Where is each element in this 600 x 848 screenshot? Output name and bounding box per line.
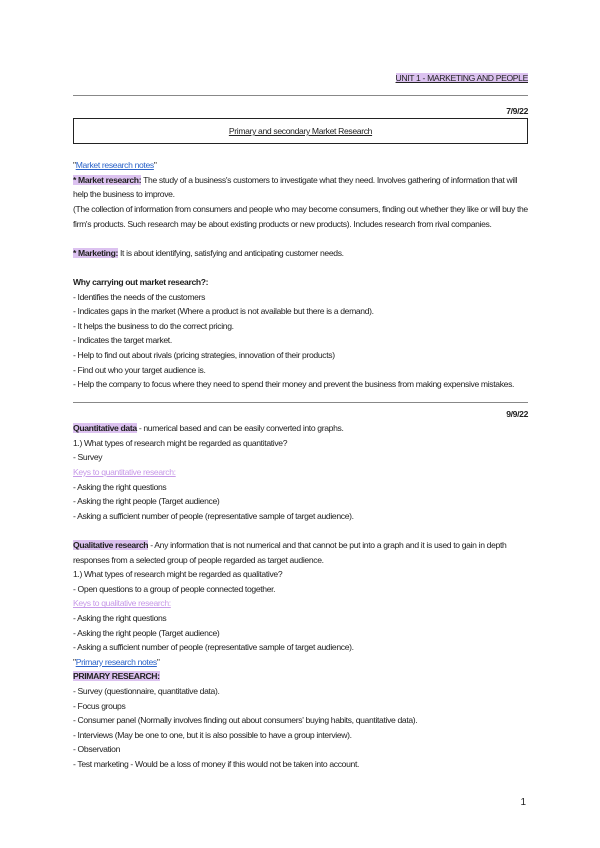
title-box <box>73 118 528 144</box>
page-title: Primary and secondary Market Research <box>228 126 373 137</box>
term-quantitative: Quantitative data <box>73 423 137 434</box>
list-item: - Asking a sufficient number of people (representative sample of target audience). <box>73 642 354 653</box>
page-number: 1 <box>520 797 526 808</box>
primary-research-notes-link[interactable]: Primary research notes <box>75 656 157 667</box>
document-page: UNIT 1 - MARKETING AND PEOPLE 7/9/22 Primary and secondary Market Research "Market research notes" * Market research: The study of a business's customers to investigate what they need. Involves gathering of information that will help the business to improve. (The collection of information from consumers and people who may become consumers, finding out whether they like or will buy the firm's products. Such research may be about existing products or new products). Includes research from rival companies. * Marketing: It is about identifying, satisfying and anticipating customer needs. Why carrying out market research?: - Identifies the needs of the customers - Indicates gaps in the market (Where a product is not available but there is a demand). - It helps the business to do the correct pricing. - Indicates the target market. - Help to find out about rivals (pricing strategies, innovation of their products) - Find out who your target audience is. - Help the company to focus where they need to spend their money and prevent the business from making expensive mistakes. 9/9/22 Quantitative data - numerical based and can be easily converted into graphs. 1.) What types of research might be regarded as quantitative? - Survey Keys to quantitative research: - Asking the right questions - Asking the right people (Target audience) - Asking a sufficient number of people (representative sample of target audience). Qualitative research - Any information that is not numerical and that cannot be put into a graph and it is used to gain in depth responses from a selected group of people regarded as target audience. 1.) What types of research might be regarded as qualitative? - Open questions to a group of people connected together. Keys to qualitative research: - Asking the right questions - Asking the right people (Target audience) - Asking a sufficient number of people (representative sample of target audience). "Primary research notes" PRIMARY RESEARCH: - Survey (questionnaire, quantitative data). - Focus groups - Consumer panel (Normally involves finding out about consumers' buying habits, quantitative data). - Interviews (May be one to one, but it is also possible to have a group interview). - Observation - Test marketing - Would be a loss of money if this would not be taken into account. <box>73 0 528 772</box>
question: 1.) What types of research might be regarded as quantitative? <box>73 437 288 448</box>
definition-text: It is about identifying, satisfying and anticipating customer needs. <box>117 247 344 258</box>
date-label: 9/9/22 <box>506 408 528 419</box>
list-item: - Help to find out about rivals (pricing strategies, innovation of their products) <box>73 349 335 360</box>
quantitative-keys-link[interactable]: Keys to quantitative research: <box>73 467 176 478</box>
definition-text: responses from a selected group of people regarded as target audience. <box>73 554 324 565</box>
primary-research-heading: PRIMARY RESEARCH: <box>73 671 160 682</box>
definition-text: - numerical based and can be easily converted into graphs. <box>136 423 344 434</box>
list-item: - It helps the business to do the correct pricing. <box>73 320 234 331</box>
list-item: - Asking the right questions <box>73 481 167 492</box>
definition-text: help the business to improve. <box>73 189 175 200</box>
list-item: - Asking the right questions <box>73 613 167 623</box>
answer: - Survey <box>73 452 103 463</box>
term-marketing: * Marketing: <box>73 247 118 258</box>
market-research-notes-link[interactable]: Market research notes <box>75 160 154 171</box>
list-item: - Asking the right people (Target audience) <box>73 627 220 638</box>
list-item: - Asking a sufficient number of people (representative sample of target audience). <box>73 510 354 521</box>
answer: - Open questions to a group of people connected together. <box>73 583 276 594</box>
list-item: - Focus groups <box>73 700 126 711</box>
list-item: - Asking the right people (Target audience) <box>73 496 220 507</box>
paragraph-text: firm's products. Such research may be about existing products or new products). Includes research from rival companies. <box>73 218 492 229</box>
list-item: - Help the company to focus where they need to spend their money and prevent the business from making expensive mistakes. <box>73 379 515 390</box>
unit-heading: UNIT 1 - MARKETING AND PEOPLE <box>395 73 528 83</box>
definition-text: The study of a business's customers to investigate what they need. Involves gathering of information that will <box>141 174 518 185</box>
list-item: - Test marketing - Would be a loss of money if this would not be taken into account. <box>73 758 360 769</box>
list-item: - Observation <box>73 744 121 755</box>
qualitative-keys-link[interactable]: Keys to qualitative research: <box>73 598 171 609</box>
why-heading: Why carrying out market research?: <box>73 276 209 287</box>
definition-text: - Any information that is not numerical and that cannot be put into a graph and it is used to gain in depth <box>148 540 507 551</box>
list-item: - Indicates the target market. <box>73 335 172 346</box>
question: 1.) What types of research might be regarded as qualitative? <box>73 569 283 580</box>
paragraph-text: (The collection of information from consumers and people who may become consumers, finding out whether they like or will buy the <box>73 203 528 214</box>
list-item: - Consumer panel (Normally involves finding out about consumers' buying habits, quantitative data). <box>73 715 418 726</box>
list-item: - Interviews (May be one to one, but it is also possible to have a group interview). <box>73 729 352 740</box>
list-item: - Find out who your target audience is. <box>73 364 206 375</box>
list-item: - Identifies the needs of the customers <box>73 291 206 302</box>
date-label: 7/9/22 <box>506 105 528 116</box>
term-qualitative: Qualitative research <box>73 540 149 551</box>
list-item: - Survey (questionnaire, quantitative data). <box>73 685 220 696</box>
list-item: - Indicates gaps in the market (Where a product is not available but there is a demand). <box>73 306 374 317</box>
term-market-research: * Market research: <box>73 174 142 185</box>
